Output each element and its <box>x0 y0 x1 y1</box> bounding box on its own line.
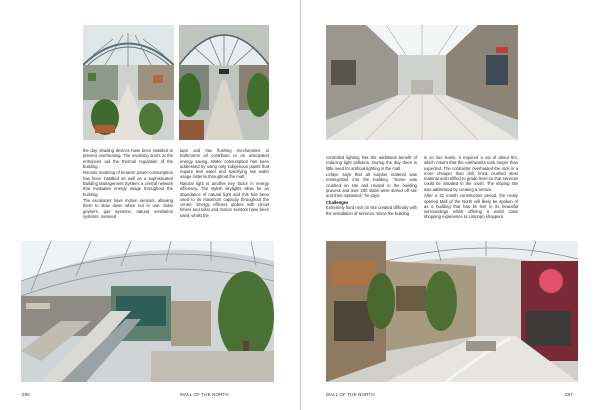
right-page <box>301 0 600 410</box>
paragraph: Extremely hard rock on site created difficulty with the installation of services. Since the building <box>326 205 417 216</box>
mall-atrium-escalator-photo <box>21 241 274 382</box>
left-column-1 <box>83 148 173 220</box>
paragraph: Natural light is another key factor in energy efficiency. The stylish skylights allow for an abundance of natural light and this has been used to its maximum capacity throughout the centre. Energy efficient globes with circuit timers and solar and motion sensors have been used, whilst the <box>180 180 269 218</box>
paragraph: the day, shading devices have been installed to prevent overheating. The revolving doors at the entrances aid the thermal regulation of the building. <box>83 148 173 169</box>
paragraph: taps and low flushing mechanisms in bathrooms all contribute to an anticipated energy saving. Water consumption has been addressed by using only indigenous plants that require less water and specifying low water usage cisterns throughout the mall. <box>180 148 269 180</box>
mall-shopfront-photo <box>326 241 578 382</box>
page-number: 387 <box>565 392 573 397</box>
left-column-2 <box>180 148 269 219</box>
running-title: MALL OF THE NORTH <box>180 392 229 397</box>
paragraph: Lefaye says that all surplus material was reintegrated into the building. "Some was crushed on site and reused in the building process and over 200 slabs were stored off site and then replanted," he says. <box>326 172 417 199</box>
paragraph: The escalators have motion sensors, allowing them to slow down when not in use. Solar geysers, gas systems, natural ventilation systems, metered <box>83 198 173 219</box>
paragraph: is on two levels, it required a cut of about 8m, which meant that the earthworks took longer than expected. The contractor overhauled the rock in a more cheaper than drill, lined crushed steel material and refilled to grade level so that services could be installed in the crush. The sloping site was addressed by creating a terrace. <box>424 155 518 192</box>
paragraph: controlled lighting has the additional benefit of reducing light pollution. During the day there is little need for artificial lighting in the mall. <box>326 155 417 171</box>
right-column-1 <box>326 155 417 217</box>
mall-walkway-photo <box>326 25 518 140</box>
mall-corridor-photo <box>179 25 269 140</box>
right-column-2 <box>424 155 518 221</box>
mall-skylight-photo <box>83 25 174 140</box>
paragraph: After a 22 month construction period, the newly opened Mall of the North will likely be spoken of as a building that has its feet in its beautiful surroundings whilst offering a world class shopping experience to Limpopo shoppers. <box>424 193 518 220</box>
running-title: MALL OF THE NORTH <box>326 392 375 397</box>
page-number: 386 <box>22 392 30 397</box>
paragraph: Remote metering of tenants' power consumption has been installed as well as a sophisticated Building Management System, a central network that evaluates energy usage throughout the building. <box>83 170 173 197</box>
section-heading: Challenges <box>326 200 349 206</box>
